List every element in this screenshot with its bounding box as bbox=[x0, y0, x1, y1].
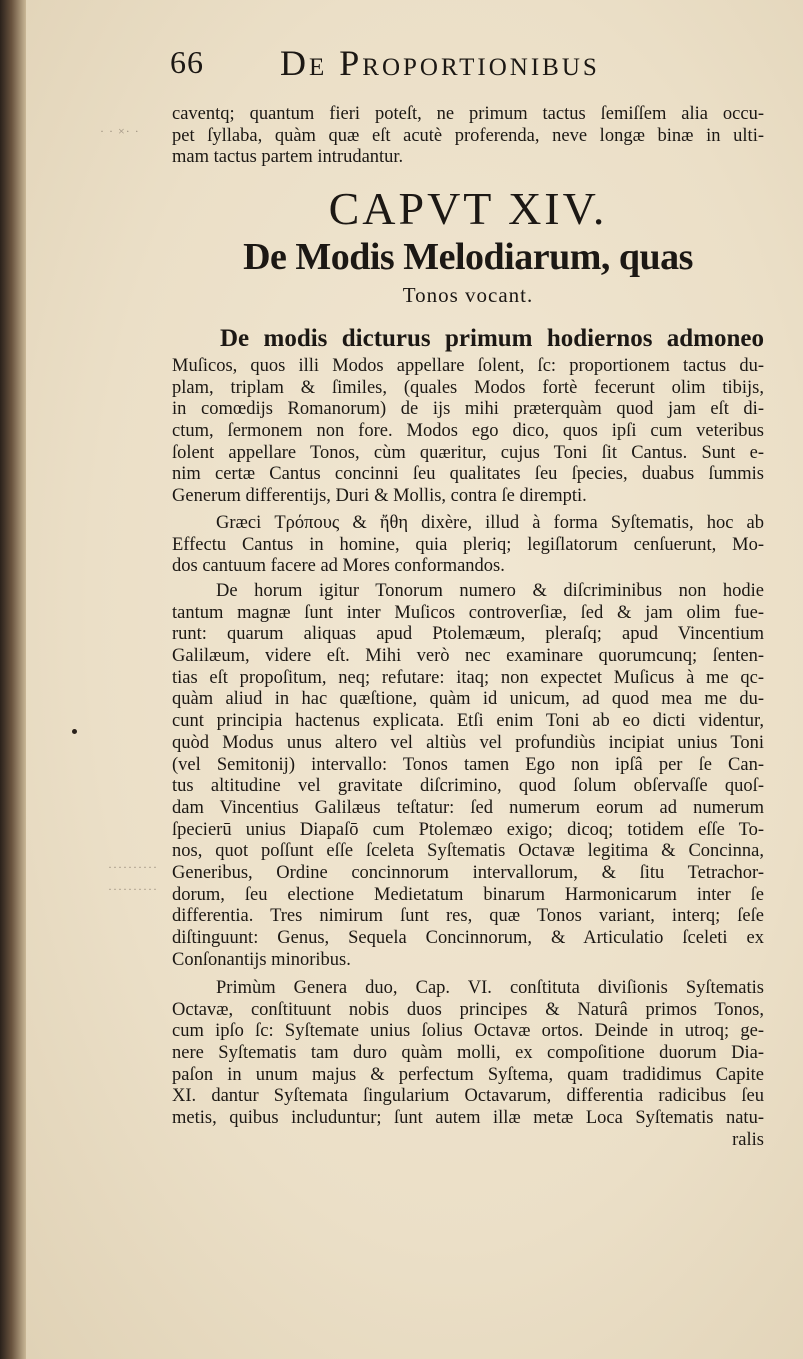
text-line: tus altitudine vel gravitate diſcrimino, quod ſolum obſervaſſe quoſ- bbox=[172, 776, 764, 797]
text-line: XI. dantur Syſtemata ſingularium Octavarum, differentia radicibus ſeu bbox=[172, 1086, 764, 1107]
text-line: Græci Τρόπους & ἤθη dixère, illud à forma Syſtematis, hoc ab bbox=[216, 513, 764, 533]
chapter-subtitle: Tonos vocant. bbox=[402, 283, 534, 307]
text-line: dam Vincentius Galilæus teſtatur: ſed numerum eorum ad numerum bbox=[172, 797, 764, 818]
text-line: plam, triplam & ſimiles, (quales Modos fortè fecerunt olim tibijs, bbox=[172, 377, 764, 398]
text-line: dorum, ſeu electione Medietatum binarum Harmonicarum inter ſe bbox=[172, 884, 764, 905]
text-line: caventq; quantum fieri poteſt, ne primum tactus ſemiſſem alia occu- bbox=[172, 104, 764, 124]
text-line: Primùm Genera duo, Cap. VI. conſtituta diviſionis Syſtematis bbox=[216, 978, 764, 998]
chapter-title: De Modis Melodiarum, quas bbox=[243, 236, 693, 278]
text-line: differentia. Tres nimirum ſunt res, quæ Tonos variant, interq; ſeſe bbox=[172, 906, 764, 927]
text-line: nere Syſtematis tam duro quàm molli, ex compoſitione duorum Dia- bbox=[172, 1043, 764, 1064]
text-line: diſtinguunt: Genus, Sequela Concinnorum, & Articulatio ſceleti ex bbox=[172, 928, 764, 948]
text-line: ſpecierū unius Diapaſō cum Ptolemæo exigo; dicoq; totidem eſſe To- bbox=[172, 819, 764, 840]
text-line: (vel Semitonij) intervallo: Tonos tamen Ego non ipſâ per ſe Can- bbox=[172, 754, 764, 775]
text-line: in comœdijs Romanorum) de ijs mihi præterquàm quod jam eſt di- bbox=[172, 399, 764, 420]
text-line: tias eſt propoſitum, neq; refutare: itaq; non expectet Muſicus à me qc- bbox=[172, 667, 764, 688]
book-gutter bbox=[0, 0, 26, 1359]
text-line: cum ipſo ſc: Syſtemate unius ſolius Octavæ ortos. Deinde in utroq; ge- bbox=[172, 1021, 764, 1042]
text-line: runt: quarum aliquas apud Ptolemæum, pleraſq; apud Vincentium bbox=[172, 624, 764, 645]
text-line: nos, quot poſſunt eſſe ſceleta Syſtematis Octavæ legitima & Concinna, bbox=[172, 841, 764, 862]
text-line: Octavæ, conſtituunt nobis duos principes & Naturâ primos Tonos, bbox=[172, 999, 764, 1020]
text-line: Galilæum, videre eſt. Mihi verò nec examinare quorumcunq; ſenten- bbox=[172, 646, 764, 667]
text-line: nim certæ Cantus concinni ſeu qualitates ſeu ſpecies, duabus ſummis bbox=[172, 464, 764, 485]
text-line: Effectu Cantus in homine, quia pleriq; legiſlatorum cenſuerunt, Mo- bbox=[172, 534, 764, 555]
text-line: Conſonantijs minoribus. bbox=[172, 949, 351, 970]
page-number: 66 bbox=[170, 44, 204, 80]
text-line: ctum, ſermonem non fore. Modos ego dico, quos ipſi cum veteribus bbox=[172, 421, 764, 442]
lead-line: De modis dicturus primum hodiernos admoneo bbox=[220, 325, 764, 352]
text-line: De horum igitur Tonorum numero & diſcriminibus non hodie bbox=[216, 581, 764, 601]
paragraph-4 bbox=[172, 977, 764, 1151]
text-line: quàm aliud in hac quæſtione, quàm id unicum, ad quod mea me du- bbox=[172, 689, 764, 710]
running-title: De Proportionibus bbox=[280, 43, 600, 83]
text-line: Generum differentijs, Duri & Mollis, contra ſe dirempti. bbox=[172, 486, 587, 507]
running-head bbox=[170, 38, 730, 88]
text-line: tantum magnæ ſunt inter Muſicos controverſiæ, ſed & jam olim fue- bbox=[172, 602, 764, 623]
catchword: ralis bbox=[732, 1129, 764, 1150]
text-line: cunt principia hactenus explicata. Etſi enim Toni ab eo dicti videntur, bbox=[172, 711, 764, 732]
text-line: pet ſyllaba, quàm quæ eſt acutè proferenda, neve longæ binæ in ulti- bbox=[172, 125, 764, 146]
margin-mark: ·········· bbox=[108, 860, 158, 874]
text-line: Muſicos, quos illi Modos appellare ſolent, ſc: proportionem tactus du- bbox=[172, 356, 764, 376]
paragraph-3 bbox=[172, 580, 764, 970]
text-line: ſolent appellare Tonos, cùm quæritur, cujus Toni ſit Cantus. Sunt e- bbox=[172, 442, 764, 463]
text-line: Generibus, Ordine concinnorum intervallorum, & ſitu Tetrachor- bbox=[172, 862, 764, 883]
margin-mark: · · ×· · bbox=[100, 124, 140, 138]
top-text-block bbox=[172, 103, 764, 168]
text-line: quòd Modus unus altero vel altiùs vel profundiùs incipiat unius Toni bbox=[172, 732, 764, 753]
margin-mark: ·········· bbox=[108, 882, 158, 896]
ink-spot bbox=[72, 729, 77, 734]
chapter-number: CAPVT XIV. bbox=[328, 183, 608, 234]
paragraph-2 bbox=[172, 512, 764, 577]
text-line: mam tactus partem intrudantur. bbox=[172, 147, 404, 168]
text-line: dos cantuum facere ad Mores conformandos. bbox=[172, 556, 505, 577]
text-line: metis, quibus includuntur; ſunt autem illæ metæ Loca Syſtematis natu- bbox=[172, 1108, 764, 1129]
text-line: paſon in unum majus & perfectum Syſtema, quam tradidimus Capite bbox=[172, 1064, 764, 1085]
paragraph-1 bbox=[172, 355, 764, 507]
